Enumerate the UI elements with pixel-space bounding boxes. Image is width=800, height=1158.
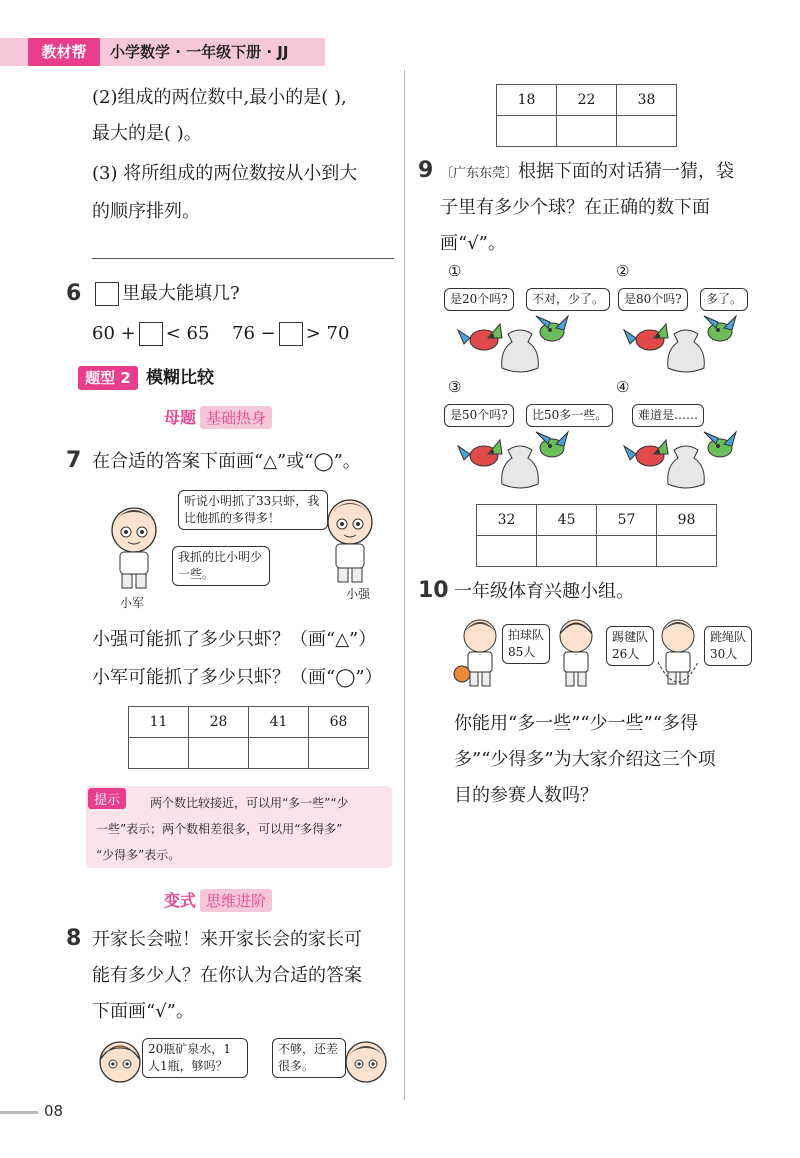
blank-box: [139, 322, 163, 346]
value-cell: 57: [597, 505, 657, 536]
q8-bubble-boy: 不够，还差很多。: [272, 1038, 346, 1078]
value-cell: 98: [657, 505, 717, 536]
badge-basic-sub: 基础热身: [200, 406, 272, 429]
q7-number: 7: [66, 448, 82, 473]
team-shuttlecock: [606, 626, 654, 666]
q10-line3: 目的参赛人数吗？: [454, 785, 598, 806]
name-xiaoqiang: 小强: [346, 587, 371, 601]
answer-cell[interactable]: [309, 738, 369, 769]
answer-cell[interactable]: [249, 738, 309, 769]
tip-label: 提示: [88, 788, 126, 809]
section-tag: 题型 2: [78, 366, 138, 390]
kid-shuttlecock-figure: [560, 620, 592, 686]
kid-rope-figure: [658, 620, 698, 684]
q8-line2: 能有多少人？在你认为合适的答案: [92, 965, 362, 986]
q9-line1: [440, 158, 734, 188]
answer-cell[interactable]: [617, 116, 677, 147]
kid-ball-figure: [454, 620, 496, 686]
team-ball-name: 拍球队: [508, 628, 545, 642]
badge-variant-main: 变式: [164, 891, 197, 910]
team-rope-name: 跳绳队: [710, 630, 747, 644]
panel-4-art: [624, 432, 736, 488]
tip-line3: “少得多”表示。: [96, 848, 181, 862]
value-cell: 22: [557, 85, 617, 116]
q5-part2-line1: (2)组成的两位数中,最小的是( ),: [92, 87, 347, 108]
q6-expr2-left: 76 −: [232, 323, 276, 344]
panel-2-art: [624, 316, 736, 372]
q10-line2: 多”“少得多”为大家介绍这三个项: [454, 749, 716, 770]
q6-expr2-right: > 70: [305, 323, 350, 344]
team-shuttlecock-count: 26人: [612, 647, 640, 661]
q7-text: 在合适的答案下面画“△”或“◯”。: [92, 451, 361, 472]
q8-number: 8: [66, 926, 82, 951]
q6-expr1-right: < 65: [165, 323, 210, 344]
q8-line1: 开家长会啦！来开家长会的家长可: [92, 929, 362, 950]
divider-line: [92, 258, 394, 259]
panel-1-bubble-2: 不对，少了。: [526, 288, 610, 311]
q8-bubble-girl: 20瓶矿泉水，1人1瓶，够吗？: [142, 1038, 248, 1078]
answer-cell[interactable]: [597, 536, 657, 567]
q9-source: 〔广东东莞〕: [440, 166, 519, 181]
q9-line1-text: 根据下面的对话猜一猜，袋: [518, 161, 735, 182]
q7-line2: 小军可能抓了多少只虾？（画“◯”）: [92, 667, 383, 688]
q6-expression-2: [232, 320, 349, 348]
q7-bubble-left: 我抓的比小明少一些。: [172, 546, 270, 586]
q9-answer-table: [476, 504, 717, 567]
boy-right-figure: [328, 500, 372, 582]
team-rope: [704, 626, 752, 666]
header-tag: 教材帮: [28, 38, 100, 66]
page-number: 08: [44, 1102, 64, 1120]
q9-number: 9: [418, 158, 434, 183]
answer-cell[interactable]: [189, 738, 249, 769]
panel-2-label: ②: [616, 262, 630, 280]
boy-figure: [346, 1042, 386, 1082]
page-number-bar: [0, 1111, 38, 1114]
girl-figure: [100, 1042, 140, 1082]
value-cell: 41: [249, 707, 309, 738]
panel-4-label: ④: [616, 378, 630, 396]
answer-cell[interactable]: [497, 116, 557, 147]
q6-expr1-left: 60 +: [92, 323, 136, 344]
panel-2-bubble-2: 多了。: [700, 288, 748, 311]
panel-1-label: ①: [448, 262, 462, 280]
q9-line3: 画“√”。: [440, 233, 506, 254]
answer-cell[interactable]: [129, 738, 189, 769]
q6-expression-1: [92, 320, 209, 348]
answer-cell[interactable]: [657, 536, 717, 567]
section-title: 模糊比较: [146, 368, 214, 388]
badge-variant: [160, 888, 272, 912]
q9-illustration: [440, 312, 770, 502]
value-cell: 32: [477, 505, 537, 536]
panel-3-bubble-1: 是50个吗?: [444, 404, 514, 427]
team-ball-count: 85人: [508, 645, 536, 659]
q10-number: 10: [418, 578, 449, 603]
boy-left-figure: [112, 508, 156, 588]
q7-line1: 小强可能抓了多少只虾？（画“△”）: [92, 629, 377, 650]
badge-basic-main: 母题: [164, 408, 197, 427]
header-title: 小学数学 · 一年级下册 · JJ: [110, 43, 289, 61]
q8-line3: 下面画“√”。: [92, 1001, 194, 1022]
panel-3-bubble-2: 比50多一些。: [526, 404, 613, 427]
blank-box: [279, 322, 303, 346]
value-cell: 45: [537, 505, 597, 536]
value-cell: 18: [497, 85, 557, 116]
panel-2-bubble-1: 是80个吗?: [618, 288, 688, 311]
q10-text: 一年级体育兴趣小组。: [454, 581, 634, 602]
blank-box: [95, 282, 119, 306]
q6-prompt: [92, 280, 240, 308]
q10-line1: 你能用“多一些”“少一些”“多得: [454, 713, 699, 734]
column-divider: [404, 70, 405, 1100]
q8-answer-table: [496, 84, 677, 147]
q9-line2: 子里有多少个球？在正确的数下面: [440, 197, 710, 218]
q5-part2-line2: 最大的是( )。: [92, 123, 202, 144]
q7-answer-table: [128, 706, 369, 769]
panel-4-bubble-2: 难道是……: [632, 404, 704, 427]
answer-cell[interactable]: [537, 536, 597, 567]
panel-1-bubble-1: 是20个吗?: [444, 288, 514, 311]
q6-text: 里最大能填几?: [122, 283, 240, 304]
q6-number: 6: [66, 281, 82, 306]
panel-3-label: ③: [448, 378, 462, 396]
q5-part3-line1: (3) 将所组成的两位数按从小到大: [92, 163, 358, 184]
answer-cell[interactable]: [477, 536, 537, 567]
team-rope-count: 30人: [710, 647, 738, 661]
team-shuttlecock-name: 踢毽队: [612, 630, 649, 644]
tip-line2: 一些”表示；两个数相差很多，可以用“多得多”: [96, 822, 343, 836]
panel-1-art: [458, 316, 568, 372]
panel-3-art: [458, 432, 568, 488]
value-cell: 28: [189, 707, 249, 738]
value-cell: 68: [309, 707, 369, 738]
q5-part3-line2: 的顺序排列。: [92, 201, 200, 222]
value-cell: 38: [617, 85, 677, 116]
tip-line1: 两个数比较接近，可以用“多一些”“少: [150, 796, 349, 810]
answer-cell[interactable]: [557, 116, 617, 147]
badge-variant-sub: 思维进阶: [200, 889, 272, 912]
q7-bubble-right: 听说小明抓了33只虾，我比他抓的多得多！: [178, 490, 328, 530]
name-xiaojun: 小军: [120, 596, 145, 610]
value-cell: 11: [129, 707, 189, 738]
team-ball: [502, 624, 550, 664]
badge-basic: [160, 405, 272, 429]
